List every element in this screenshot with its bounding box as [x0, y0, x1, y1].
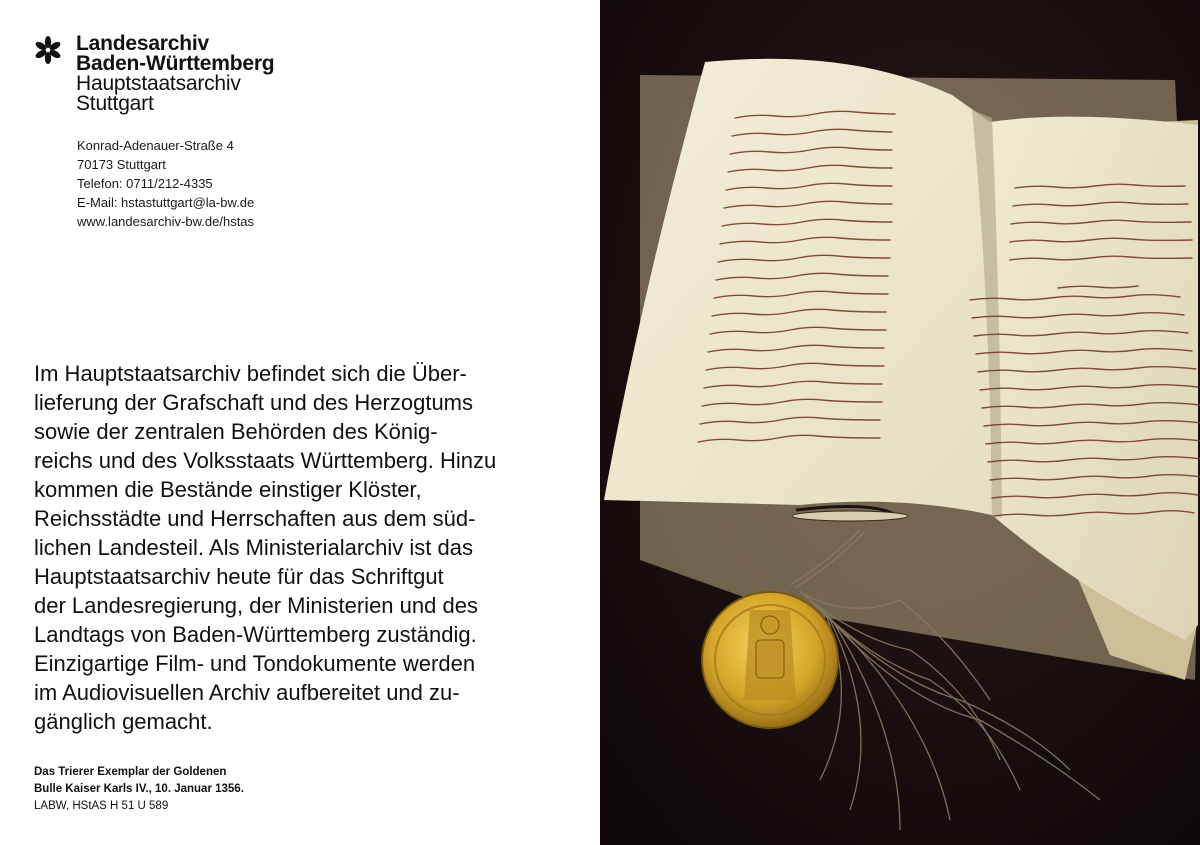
- logo-line-archive: Landesarchiv: [76, 32, 209, 55]
- body-line: Landtags von Baden-Württemberg zuständig.: [34, 622, 477, 647]
- golden-seal: [702, 592, 838, 728]
- caption-title-line: Das Trierer Exemplar der Goldenen: [34, 766, 227, 778]
- logo-line-main-archive: Hauptstaatsarchiv: [76, 72, 241, 95]
- body-line: im Audiovisuellen Archiv aufbereitet und zu-: [34, 680, 460, 705]
- body-line: Reichsstädte und Herrschaften aus dem süd-: [34, 506, 476, 531]
- address-city: 70173 Stuttgart: [77, 157, 166, 172]
- binding-slit: [792, 511, 908, 521]
- address-website[interactable]: www.landesarchiv-bw.de/hstas: [77, 214, 255, 229]
- image-caption: [34, 764, 244, 815]
- body-line: kommen die Bestände einstiger Klöster,: [34, 477, 422, 502]
- body-line: lichen Landesteil. Als Ministerialarchiv ist das: [34, 535, 473, 560]
- manuscript-illustration: [600, 0, 1200, 845]
- address-email[interactable]: E-Mail: hstastuttgart@la-bw.de: [77, 195, 255, 210]
- body-line: gänglich gemacht.: [34, 709, 213, 734]
- body-line: lieferung der Grafschaft und des Herzogtums: [34, 390, 474, 415]
- golden-bull-photo: [600, 0, 1200, 845]
- body-line: Hauptstaatsarchiv heute für das Schriftgut: [34, 564, 444, 589]
- body-line: Einzigartige Film- und Tondokumente werden: [34, 651, 476, 676]
- body-line: Im Hauptstaatsarchiv befindet sich die Über-: [34, 361, 467, 386]
- asterisk-logo-icon: [34, 36, 62, 64]
- body-line: sowie der zentralen Behörden des König-: [34, 419, 438, 444]
- body-line: der Landesregierung, der Ministerien und des: [34, 593, 478, 618]
- body-line: reichs und des Volksstaats Württemberg. Hinzu: [34, 448, 497, 473]
- logo-line-state: Baden-Württemberg: [76, 52, 275, 75]
- address-street: Konrad-Adenauer-Straße 4: [77, 138, 234, 153]
- address-phone: Telefon: 0711/212-4335: [77, 176, 213, 191]
- caption-title-line: Bulle Kaiser Karls IV., 10. Januar 1356.: [34, 783, 244, 795]
- contact-address: [77, 136, 254, 231]
- logo-line-city: Stuttgart: [76, 92, 154, 115]
- caption-signature: LABW, HStAS H 51 U 589: [34, 800, 169, 812]
- logo-wordmark: [76, 34, 376, 114]
- description-paragraph: [34, 359, 574, 736]
